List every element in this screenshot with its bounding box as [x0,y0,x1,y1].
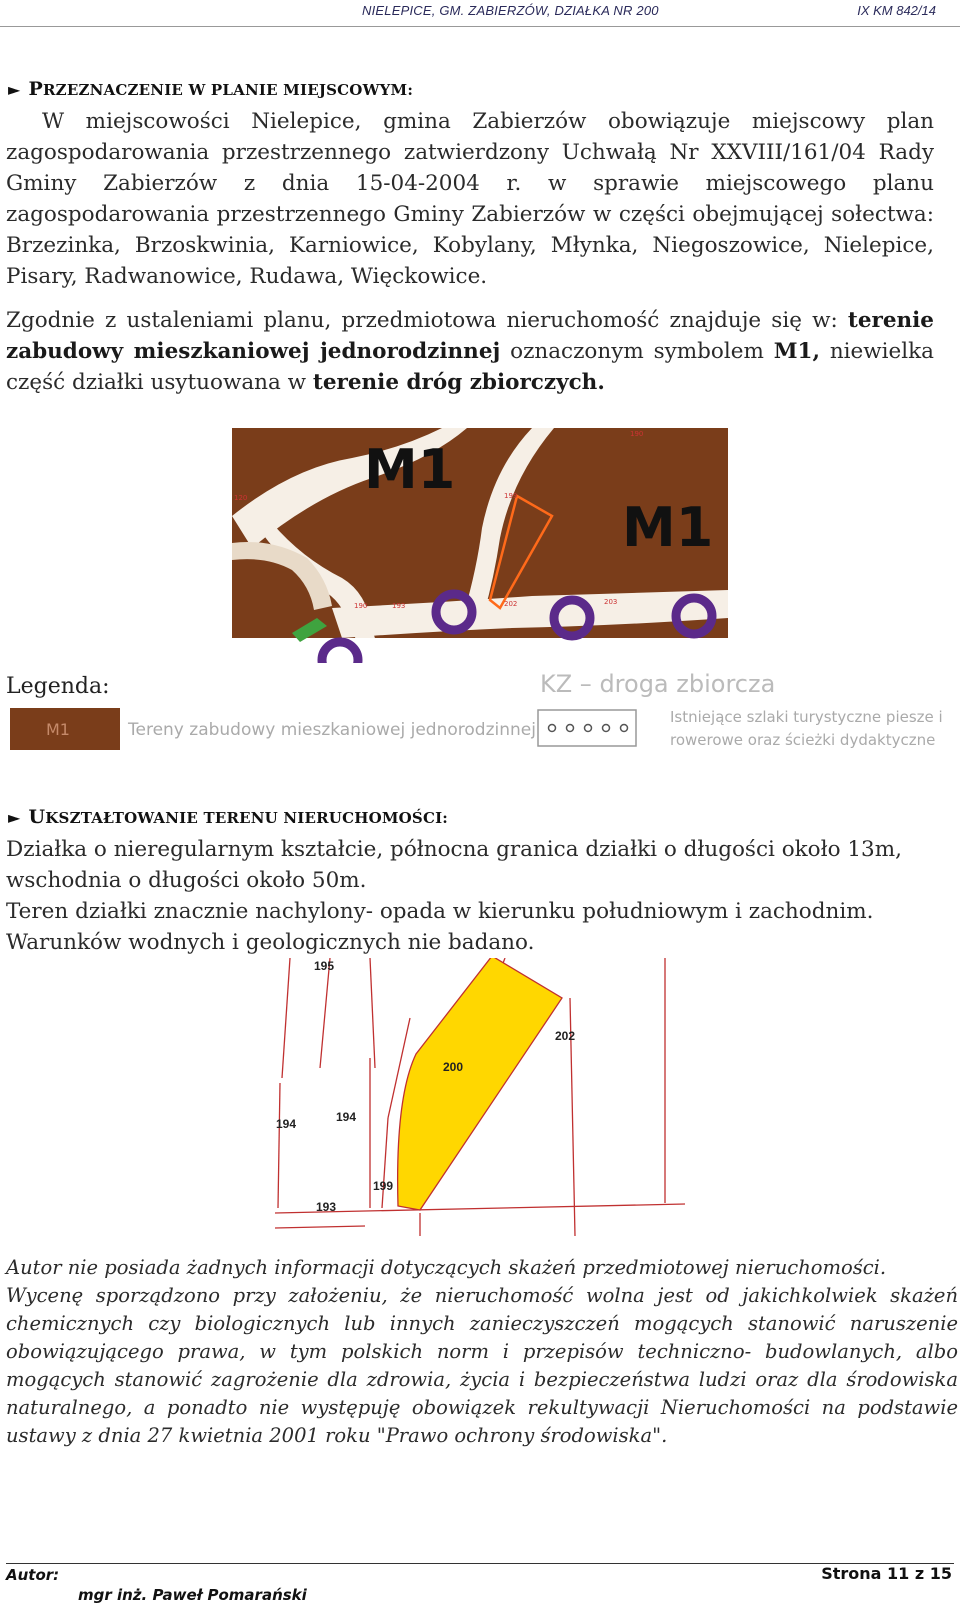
parcel-map [270,958,690,1236]
legend-trail-swatch [538,710,636,746]
footer-page-number: Strona 11 z 15 [821,1564,952,1583]
header-divider [0,26,960,27]
header-reference: IX KM 842/14 [857,3,936,18]
parcel-label: 195 [314,959,335,973]
terrain-line-4: Warunków wodnych i geologicznych nie badano. [6,930,535,955]
parcel-number: 120 [234,494,248,502]
parcel-number: 199 [504,492,518,500]
legend [0,672,960,772]
legend-trail-text-1: Istniejące szlaki turystyczne piesze i [670,708,943,726]
parcel-label: 202 [555,1029,576,1043]
note-no-contamination-info: Autor nie posiada żadnych informacji dotyczących skażeń przedmiotowej nieruchomości. [6,1256,887,1279]
legend-kz-text: KZ – droga zbiorcza [540,672,776,698]
parcel-label: 200 [443,1060,464,1074]
arrow-icon: ► [8,80,21,99]
note-valuation-assumption: Wycenę sporządzono przy założeniu, że nieruchomość wolna jest od jakichkolwiek skażeń chemicznych czy biologicznych lub innych zanieczyszczeń mogących stanowić naruszenie obowiązującego prawa, w tym polskich norm i przepisów techniczno- budowlanych, albo mogących stanowić zagrożenie dla zdrowia, życia i bezpieczeństwa ludzi oraz dla środowiska naturalnego, a ponadto nie występuję obowiązek rekultywacji Nieruchomości na podstawie ustawy z dnia 27 kwietnia 2001 roku "Prawo ochrony środowiska". [6,1284,958,1447]
footer-author-name: mgr inż. Paweł Pomarański [78,1586,307,1604]
parcel-label: 199 [373,1179,394,1193]
parcel-number: 190 [354,602,368,610]
legend-label: Legenda: [6,674,110,699]
legend-trail-text-2: rowerowe oraz ścieżki dydaktyczne [670,731,936,749]
parcel-label: 194 [336,1110,357,1124]
map-label-m1: M1 [364,438,456,501]
section-title-purpose: ► PRZEZNACZENIE W PLANIE MIEJSCOWYM: [8,78,414,100]
terrain-line-1: Działka o nieregularnym kształcie, północna granica działki o długości około 13m, [6,837,902,862]
parcel-200-area [398,958,562,1210]
plan-paragraph: W miejscowości Nielepice, gmina Zabierzów obowiązuje miejscowy plan zagospodarowania przestrzennego zatwierdzony Uchwałą Nr XXVIII/161/04 Rady Gminy Zabierzów z dnia 15-04-2004 r. w sprawie miejscowego planu zagospodarowania przestrzennego Gminy Zabierzów w części obejmującej sołectwa: Brzezinka, Brzoskwinia, Karniowice, Kobylany, Młynka, Niegoszowice, Nielepice, Pisary, Radwanowice, Rudawa, Więckowice. [6,109,934,289]
parcel-number: 202 [504,600,518,608]
footer-author-label: Autor: [6,1566,60,1584]
parcel-label: 194 [276,1117,297,1131]
section-title-terrain: ► UKSZTAŁTOWANIE TERENU NIERUCHOMOŚCI: [8,806,449,828]
parcel-number: 190 [630,430,644,438]
arrow-icon: ► [8,808,21,827]
terrain-line-2: wschodnia o długości około 50m. [6,868,367,893]
zoning-map [232,428,728,663]
page-header [0,0,960,28]
map-label-m1: M1 [622,496,714,559]
legend-m1-symbol: M1 [46,720,70,739]
parcel-number: 203 [604,598,618,606]
zoning-paragraph: Zgodnie z ustaleniami planu, przedmiotowa nieruchomość znajduje się w: terenie zabudowy mieszkaniowej jednorodzinnej oznaczonym symbolem M1, niewielka część działki usytuowana w terenie dróg zbiorczych. [6,308,934,395]
legend-m1-text: Tereny zabudowy mieszkaniowej jednorodzinnej [128,720,536,740]
parcel-label: 193 [316,1200,337,1214]
terrain-line-3: Teren działki znacznie nachylony- opada w kierunku południowym i zachodnim. [6,899,874,924]
header-title: NIELEPICE, GM. ZABIERZÓW, DZIAŁKA NR 200 [362,3,659,18]
footer-divider [6,1563,954,1564]
parcel-number: 193 [392,602,406,610]
